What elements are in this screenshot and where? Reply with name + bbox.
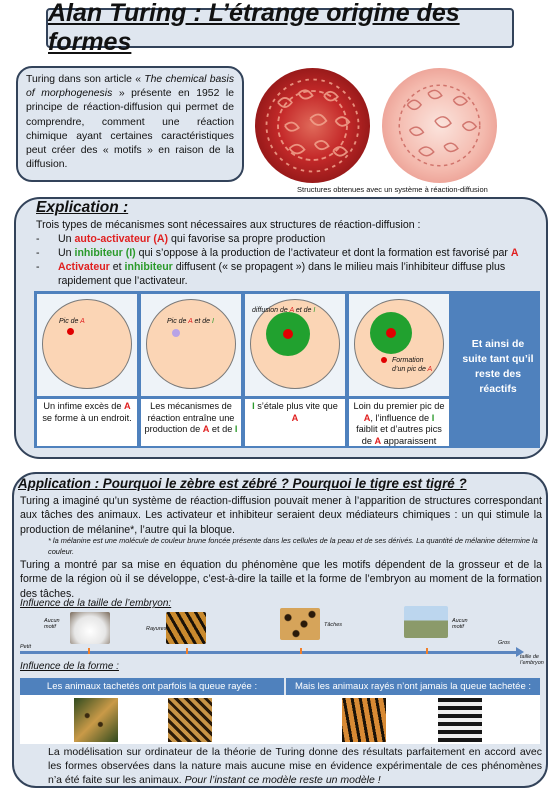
p3-label-mid: et de	[293, 307, 314, 314]
t2-a: A	[202, 424, 210, 434]
t3-i: I	[252, 401, 255, 411]
t3-a: A	[291, 412, 299, 423]
t4-mid: , l’influence de	[370, 412, 432, 423]
panel-4-diagram	[349, 294, 449, 396]
item2-pre: Un	[58, 247, 75, 259]
conclusion-text	[48, 746, 542, 787]
application-paragraph-1: Turing a imaginé qu’un système de réaction-diffusion pouvait mener à l’apparition de structures correspondant aux tâches des animaux. Les activateur et inhibiteur seraient deux médiateurs chimiques : un qui stimule la production de mélanine*, l’autre qui la bloque.	[20, 495, 542, 536]
activator-inhibitor-peak-dot	[172, 329, 180, 337]
panel-4-text	[349, 399, 449, 446]
medium-circle	[146, 299, 236, 389]
explication-text	[36, 218, 536, 288]
t1-post: se forme à un endroit.	[42, 412, 132, 423]
item3-inhibitor: inhibiteur	[124, 261, 173, 273]
activator-peak-dot	[67, 328, 74, 335]
panel-side-text: Et ainsi de suite tant qu’il reste des réactifs	[462, 338, 534, 395]
panel-1-diagram	[37, 294, 137, 396]
spotted-animals-band: Les animaux tachetés ont parfois la queue rayée :	[20, 678, 284, 695]
axis-label-petit: Petit	[20, 644, 32, 650]
article-title: The chemical basis of morphogenesis	[26, 74, 235, 100]
axis-label-gros: Gros	[498, 640, 510, 646]
intro-part1: Turing dans son article «	[26, 74, 145, 85]
label-aucun-motif-2: Aucun motif	[452, 618, 468, 630]
list-dash: -	[36, 247, 40, 259]
petri-caption: Structures obtenues avec un système à réaction-diffusion	[297, 185, 488, 194]
list-item-diffusion	[36, 260, 536, 288]
item3-et: et	[109, 261, 125, 273]
petri-dish-red-image	[255, 68, 370, 183]
striped-animals-band: Mais les animaux rayés n’ont jamais la queue tachetée :	[286, 678, 540, 695]
application-heading: Application : Pourquoi le zèbre est zébré ? Pourquoi le tigre est tigré ?	[18, 476, 467, 491]
explication-lead: Trois types de mécanismes sont nécessaires aux structures de réaction-diffusion :	[36, 219, 421, 231]
p3-label-i: I	[313, 307, 316, 314]
p4-label-pre: d’un pic de	[392, 366, 428, 373]
page-title: Alan Turing : L’étrange origine des formes	[46, 8, 514, 48]
size-influence-heading: Influence de la taille de l’embryon:	[20, 598, 172, 609]
shape-influence-heading: Influence de la forme :	[20, 661, 119, 672]
list-item-inhibitor	[36, 246, 536, 260]
t1-a: A	[124, 401, 131, 411]
panel-2-label	[167, 318, 214, 325]
p2-label-mid: et de	[192, 318, 213, 325]
intro-text	[16, 66, 244, 182]
t3-mid: s’étale plus vite que	[254, 401, 338, 411]
application-paragraph-2: Turing a montré par sa mise en équation du phénomène que les motifs dépendent de la grosseur et de la forme de la région où il se développe, c’est-à-dire la taille et la forme de l’embryon au moment de la formation des tâches.	[20, 559, 542, 600]
melanine-footnote: * la mélanine est une molécule de couleur brune foncée présente dans les cellules de la peau et de ses dérivés. La quantité de mélanine détermine la couleur.	[48, 536, 538, 556]
p2-label-pre: Pic de	[167, 318, 189, 325]
item1-pre: Un	[58, 233, 75, 245]
t2-mid: et de	[209, 424, 235, 434]
embryo-size-axis	[20, 651, 520, 654]
p4-label-a: A	[427, 366, 433, 373]
item1-activator: auto-activateur (A)	[74, 233, 169, 245]
label-rayures: Rayures	[146, 626, 167, 632]
panel-1-text	[37, 399, 137, 446]
tiger-fur-image	[166, 612, 206, 644]
t4-mid2: faiblit et d’autres pics de	[356, 424, 442, 446]
t4-a2: A	[374, 435, 382, 446]
elephant-image	[404, 606, 448, 638]
jaguar-photo	[74, 698, 118, 742]
panel-1-label	[59, 318, 85, 325]
t1-pre: Un infime excès de	[43, 401, 125, 411]
item3-activator: Activateur	[58, 261, 110, 273]
p2-label-a: A	[188, 318, 193, 325]
panel-3-label	[252, 307, 315, 314]
t2-i: I	[234, 424, 238, 434]
activator-peak-dot	[386, 328, 396, 338]
spotted-tail-photo	[168, 698, 212, 742]
t4-a: A	[363, 412, 371, 423]
panel-4-label	[392, 356, 432, 374]
t4-i: I	[431, 412, 435, 423]
petri-dish-pink-image	[382, 68, 497, 183]
tiger-photo	[342, 698, 386, 742]
label-taches: Tâches	[324, 622, 343, 628]
t4-post: apparaissent	[381, 435, 437, 446]
new-activator-peak-dot	[381, 357, 387, 363]
panel-2-text	[141, 399, 241, 446]
item2-mid: qui s’oppose à la production de l’activateur et dont la formation est favorisé par	[135, 247, 511, 259]
p1-label-pre: Pic de	[59, 318, 81, 325]
panel-2-diagram	[141, 294, 241, 396]
label-aucun-motif-1: Aucun motif	[44, 618, 60, 630]
p1-label-a: A	[80, 318, 85, 325]
t4-pre: Loin du premier pic de	[353, 401, 445, 411]
conclusion-emphasis: Pour l’instant ce modèle reste un modèle !	[184, 773, 381, 786]
item3-post: diffusent (« se propagent ») dans le milieu mais l’inhibiteur diffuse plus rapidement que l’activateur.	[58, 261, 506, 287]
panel-3-text	[245, 399, 345, 446]
timeline-tick	[88, 648, 90, 654]
item2-a: A	[510, 247, 519, 259]
intro-part2: » présente en 1952 le principe de réaction-diffusion qui permet de comprendre, comment une réaction chimique ayant certaines caractéristiques peut créer des « motifs » en raison de la diffusion.	[26, 88, 234, 171]
p3-label-a: A	[289, 307, 294, 314]
axis-title: taille de l’embryon	[520, 654, 544, 666]
p4-label-line1: Formation	[392, 357, 424, 364]
timeline-tick	[426, 648, 428, 654]
medium-circle	[42, 299, 132, 389]
list-item-activator	[36, 232, 536, 246]
timeline-tick	[300, 648, 302, 654]
list-dash: -	[36, 233, 40, 245]
p2-label-i: I	[212, 318, 214, 325]
striped-tail-photo	[438, 698, 482, 742]
p3-label-pre: diffusion de	[252, 307, 290, 314]
list-dash: -	[36, 261, 40, 273]
panel-3-diagram	[245, 294, 345, 396]
t2-pre: Les mécanismes de réaction entraîne une production de	[144, 401, 235, 434]
timeline-tick	[186, 648, 188, 654]
explication-heading: Explication :	[36, 199, 129, 216]
activator-peak-dot	[283, 329, 293, 339]
item2-inhibitor: inhibiteur (I)	[74, 247, 136, 259]
leopard-fur-image	[280, 608, 320, 640]
mouse-image	[70, 612, 110, 644]
conclusion-main: La modélisation sur ordinateur de la théorie de Turing donne des résultats parfaitement en accord avec les formes observées dans la nature mais aucune mise en évidence expérimentale de ces phénomènes n’a été faite sur les animaux.	[48, 746, 542, 786]
item1-post: qui favorise sa propre production	[168, 233, 326, 245]
